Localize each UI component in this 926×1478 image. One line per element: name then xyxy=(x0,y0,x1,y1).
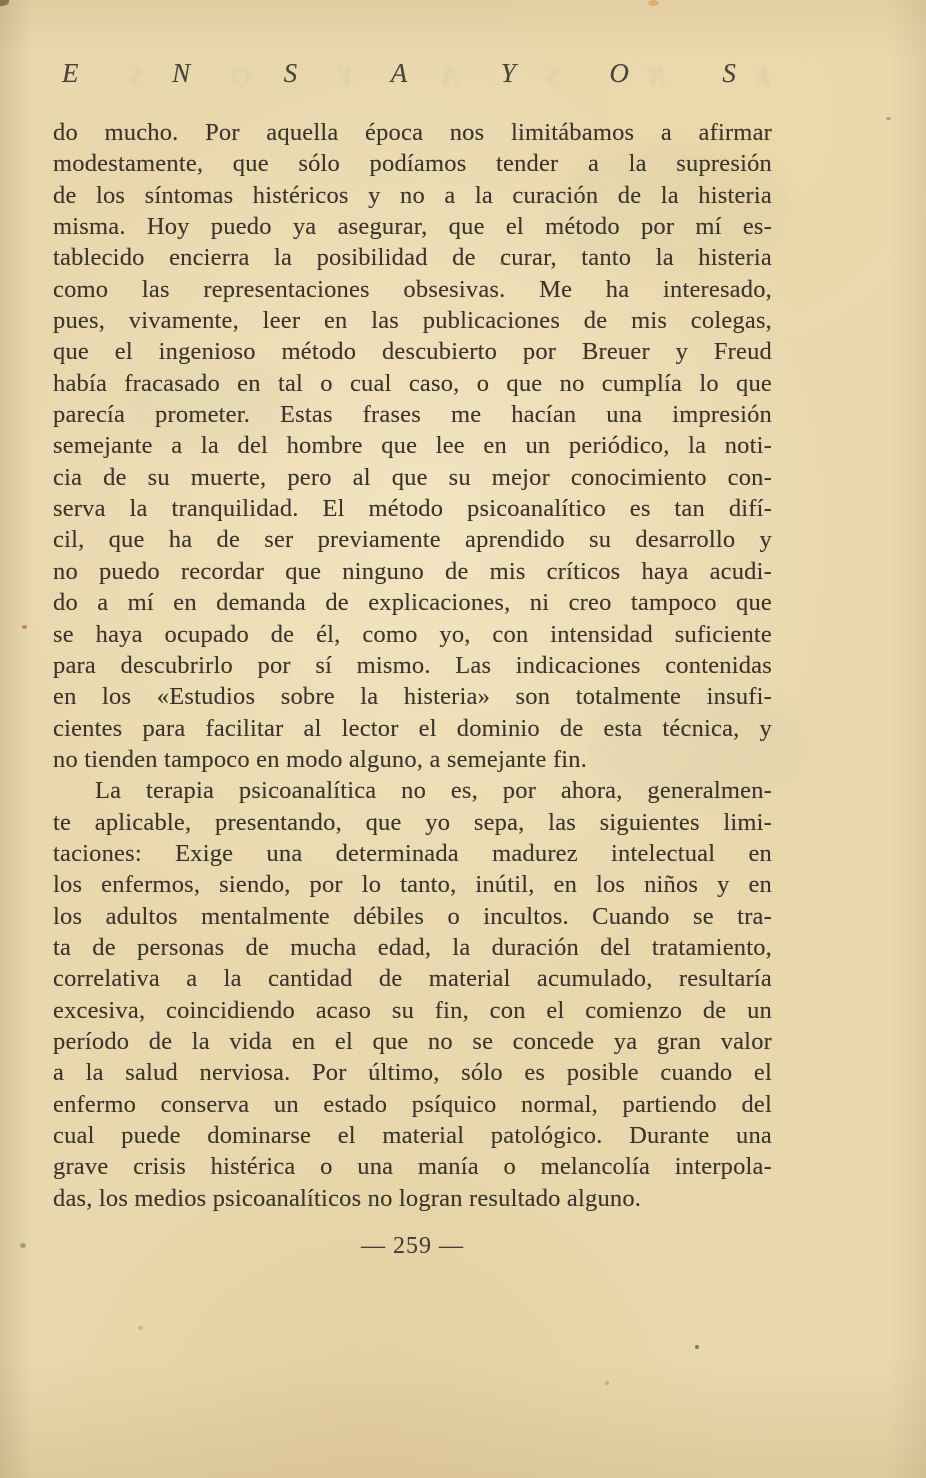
text-line: misma. Hoy puedo ya asegurar, que el método por mí es- xyxy=(53,213,772,241)
text-line: grave crisis histérica o una manía o melancolía interpola- xyxy=(53,1153,772,1181)
text-line: do mucho. Por aquella época nos limitábamos a afirmar xyxy=(53,119,772,146)
text-line: como las representaciones obsesivas. Me ha interesado, xyxy=(53,275,772,303)
text-line: a la salud nerviosa. Por último, sólo es posible cuando el xyxy=(53,1059,772,1087)
header-letter: O xyxy=(609,58,629,88)
text-line: ta de personas de mucha edad, la duración del tratamiento, xyxy=(53,933,772,961)
text-line: do a mí en demanda de explicaciones, ni creo tampoco que xyxy=(53,589,772,617)
text-line: excesiva, coincidiendo acaso su fin, con el comienzo de un xyxy=(53,996,772,1024)
text-line: en los «Estudios sobre la histeria» son totalmente insufi- xyxy=(53,683,772,711)
text-line: que el ingenioso método descubierto por Breuer y Freud xyxy=(53,338,772,366)
header-letter: S xyxy=(722,58,736,88)
running-header xyxy=(62,58,736,89)
text-line: había fracasado en tal o cual caso, o que no cumplía lo que xyxy=(53,369,772,397)
text-line: te aplicable, presentando, que yo sepa, las siguientes limi- xyxy=(53,808,772,836)
text-line: La terapia psicoanalítica no es, por ahora, generalmen- xyxy=(95,777,772,805)
text-line: no tienden tampoco en modo alguno, a semejante fin. xyxy=(53,745,588,773)
text-line: modestamente, que sólo podíamos tender a la supresión xyxy=(53,150,772,178)
header-letter: S xyxy=(283,58,298,88)
text-line: enfermo conserva un estado psíquico normal, partiendo del xyxy=(53,1090,772,1118)
text-line: correlativa a la cantidad de material acumulado, resultaría xyxy=(53,965,772,993)
header-letter: A xyxy=(390,58,408,88)
text-line: los enfermos, siendo, por lo tanto, inútil, en los niños y en xyxy=(53,871,772,899)
page-number: — 259 — xyxy=(361,1233,464,1259)
header-letter: E xyxy=(62,58,79,88)
text-line: se haya ocupado de él, como yo, con intensidad suficiente xyxy=(53,620,772,648)
text-line: cia de su muerte, pero al que su mejor conocimiento con- xyxy=(53,463,772,491)
text-line: de los síntomas histéricos y no a la curación de la histeria xyxy=(53,181,772,209)
text-line: pues, vivamente, leer en las publicaciones de mis colegas, xyxy=(53,307,772,335)
text-line: no puedo recordar que ninguno de mis críticos haya acudi- xyxy=(53,557,772,585)
text-line: cil, que ha de ser previamente aprendido su desarrollo y xyxy=(53,526,772,554)
header-letter: N xyxy=(172,58,191,88)
text-line: taciones: Exige una determinada madurez intelectual en xyxy=(53,839,772,867)
text-line: das, los medios psicoanalíticos no logran resultado alguno. xyxy=(53,1184,642,1212)
text-line: para descubrirlo por sí mismo. Las indicaciones contenidas xyxy=(53,651,772,679)
text-line: período de la vida en el que no se concede ya gran valor xyxy=(53,1027,772,1055)
text-line: tablecido encierra la posibilidad de curar, tanto la histeria xyxy=(53,244,772,272)
text-line: los adultos mentalmente débiles o incultos. Cuando se tra- xyxy=(53,902,772,930)
page-body-text xyxy=(53,117,772,1214)
text-line: serva la tranquilidad. El método psicoanalítico es tan difí- xyxy=(53,495,772,523)
text-line: cientes para facilitar al lector el dominio de esta técnica, y xyxy=(53,714,772,742)
text-line: semejante a la del hombre que lee en un periódico, la noti- xyxy=(53,432,772,460)
header-letter: Y xyxy=(500,58,516,88)
text-line: parecía prometer. Estas frases me hacían una impresión xyxy=(53,401,772,429)
text-line: cual puede dominarse el material patológico. Durante una xyxy=(53,1122,772,1149)
